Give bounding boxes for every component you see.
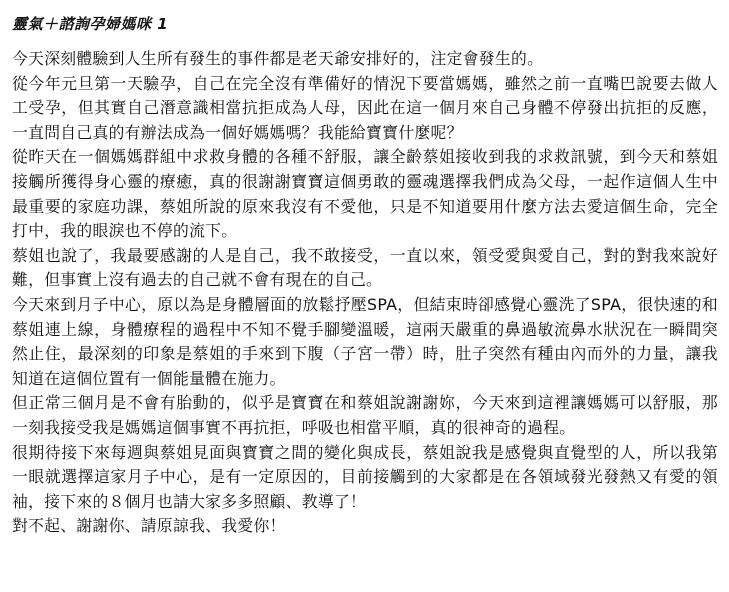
document-page [12,0,718,539]
document-title: 靈氣＋諮詢孕婦媽咪 1 [12,15,169,33]
paragraph: 對不起、謝謝你、請原諒我、我愛你！ [12,516,286,536]
paragraph: 今天來到月子中心，原以為是身體層面的放鬆抒壓SPA，但結束時卻感覺心靈洗了SPA，很快速的和蔡姐連上線，身體療程的過程中不知不覺手腳變溫暖，這兩天嚴重的鼻過敏流鼻水狀況在一瞬間突然止住，最深刻的印象是蔡姐的手來到下腹（子宮一帶）時，肚子突然有種由內而外的力量，讓我知道在這個位置有一個能量體在施力。 [12,294,718,388]
paragraph: 從今年元旦第一天驗孕，自己在完全沒有準備好的情況下要當媽媽，雖然之前一直嘴巴說要去做人工受孕，但其實自己潛意識相當抗拒成為人母，因此在這一個月來自己身體不停發出抗拒的反應，一直問自己真的有辦法成為一個好媽媽嗎？我能給寶寶什麼呢？ [12,73,718,142]
paragraph: 很期待接下來每週與蔡姐見面與寶寶之間的變化與成長，蔡姐說我是感覺與直覺型的人，所以我第一眼就選擇這家月子中心，是有一定原因的，目前接觸到的大家都是在各領域發光發熱又有愛的領袖，接下來的８個月也請大家多多照顧、教導了！ [12,442,718,511]
paragraph: 蔡姐也說了，我最要感謝的人是自己，我不敢接受，一直以來，領受愛與愛自己，對的對我來說好難，但事實上沒有過去的自己就不會有現在的自己。 [12,245,718,290]
paragraph: 但正常三個月是不會有胎動的，似乎是寶寶在和蔡姐說謝謝妳，今天來到這裡讓媽媽可以舒服，那一刻我接受我是媽媽這個事實不再抗拒，呼吸也相當平順，真的很神奇的過程。 [12,393,718,437]
document-body [12,47,718,539]
paragraph: 今天深刻體驗到人生所有發生的事件都是老天爺安排好的，注定會發生的。 [12,49,544,68]
paragraph: 從昨天在一個媽媽群組中求救身體的各種不舒服，讓全齡蔡姐接收到我的求救訊號，到今天和蔡姐接觸所獲得身心靈的療癒，真的很謝謝寶寶這個勇敢的靈魂選擇我們成為父母，一起作這個人生中最重要的家庭功課，蔡姐所說的原來我沒有不愛他，只是不知道要用什麼方法去愛這個生命，完全打中，我的眼淚也不停的流下。 [12,147,718,241]
